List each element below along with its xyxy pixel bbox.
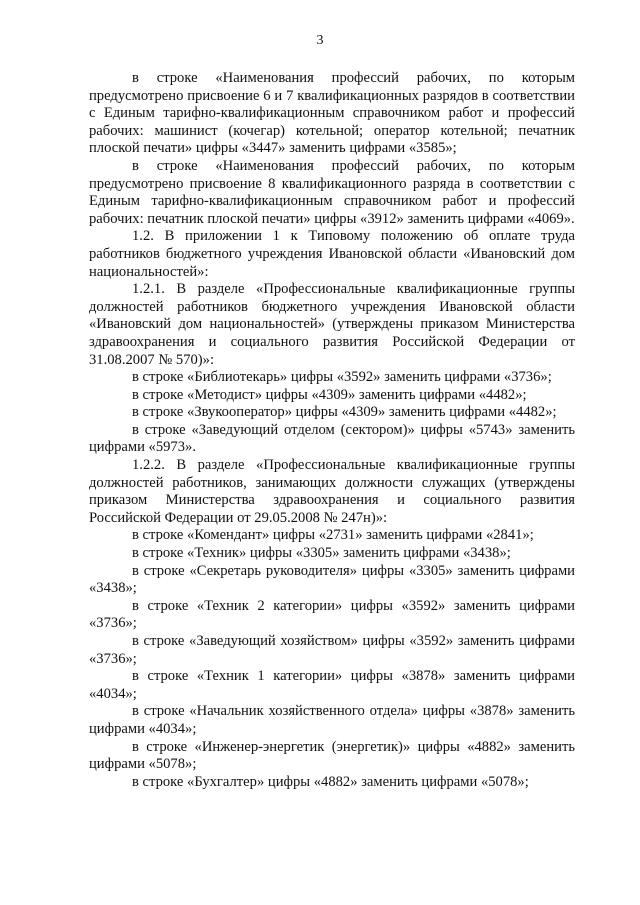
paragraph-section-1-2: 1.2. В приложении 1 к Типовому положению об оплате труда работников бюджетного учреждения Ивановской области «Ивановский дом национальностей»: <box>89 228 575 280</box>
amendment-housekeeping-head: в строке «Заведующий хозяйством» цифры «3592» заменить цифрами «3736»; <box>89 633 575 667</box>
document-body <box>89 70 575 791</box>
amendment-technician-2: в строке «Техник 2 категории» цифры «3592» заменить цифрами «3736»; <box>89 597 575 632</box>
amendment-secretary: в строке «Секретарь руководителя» цифры «3305» заменить цифрами «3438»; <box>89 562 575 597</box>
page-number: 3 <box>316 33 324 48</box>
amendment-technician: в строке «Техник» цифры «3305» заменить цифрами «3438»; <box>132 545 511 562</box>
paragraph-section-1-2-1: 1.2.1. В разделе «Профессиональные квалификационные группы должностей работников бюджетного учреждения Ивановской области «Ивановский дом национальностей» (утверждены приказом Министерства здравоохранения и социального развития Российской Федерации от 31.08.2007 № 570)»: <box>89 281 575 368</box>
amendment-methodist: в строке «Методист» цифры «4309» заменить цифрами «4482»; <box>132 386 527 403</box>
amendment-department-head: в строке «Заведующий отделом (сектором)» цифры «5743» заменить цифрами «5973». <box>89 421 575 456</box>
amendment-librarian: в строке «Библиотекарь» цифры «3592» заменить цифрами «3736»; <box>132 369 552 386</box>
paragraph-2: в строке «Наименования профессий рабочих, по которым предусмотрено присвоение 8 квалификационного разряда в соответствии с Единым тарифно-квалификационным справочником работ и профессий рабочих: печатник плоской печати» цифры «3912» заменить цифрами «4069». <box>89 157 575 227</box>
amendment-technician-1: в строке «Техник 1 категории» цифры «3878» заменить цифрами «4034»; <box>89 668 575 702</box>
amendment-household-dept-head: в строке «Начальник хозяйственного отдела» цифры «3878» заменить цифрами «4034»; <box>89 703 575 737</box>
amendment-power-engineer: в строке «Инженер-энергетик (энергетик)» цифры «4882» заменить цифрами «5078»; <box>89 738 575 773</box>
paragraph-1: в строке «Наименования профессий рабочих, по которым предусмотрено присвоение 6 и 7 квалификационных разрядов в соответствии с Единым тарифно-квалификационным справочником работ и профессий рабочих: машинист (кочегар) котельной; оператор котельной; печатник плоской печати» цифры «3447» заменить цифрами «3585»; <box>89 70 575 157</box>
paragraph-section-1-2-2: 1.2.2. В разделе «Профессиональные квалификационные группы должностей работников, занимающих должности служащих (утверждены приказом Министерства здравоохранения и социального развития Российской Федерации от 29.05.2008 № 247н)»: <box>89 457 575 526</box>
amendment-accountant: в строке «Бухгалтер» цифры «4882» заменить цифрами «5078»; <box>132 773 529 790</box>
amendment-sound-operator: в строке «Звукооператор» цифры «4309» заменить цифрами «4482»; <box>132 404 557 421</box>
amendment-commandant: в строке «Комендант» цифры «2731» заменить цифрами «2841»; <box>132 527 534 544</box>
